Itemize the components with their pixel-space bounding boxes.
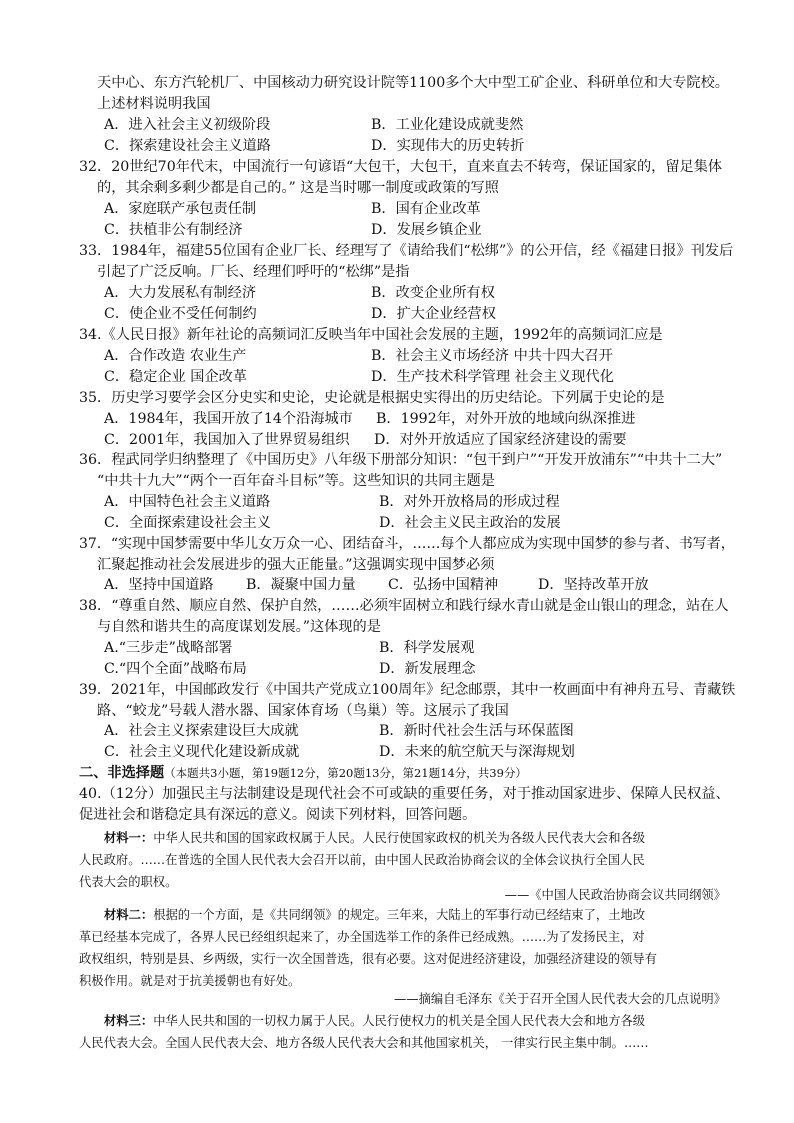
q38-option-b: B．科学发展观	[379, 640, 475, 656]
q38-option-d: D．新发展理念	[379, 661, 476, 677]
q37-stem-line2: 汇聚起推动社会发展进步的强大正能量。”这强调实现中国梦必须	[97, 557, 495, 573]
q37-option-d: D．坚持改革开放	[538, 577, 649, 593]
material3-text: 中华人民共和国的一切权力属于人民。人民行使权力的机关是全国人民代表大会和地方各级	[153, 1014, 646, 1028]
material2-line4: 积极作用。就是对于抗美援朝也有好处。	[79, 974, 301, 988]
q31-option-b: B．工业化建设成就斐然	[371, 117, 524, 133]
material2-line3: 政权组织，特别是县、乡两级，实行一次全国普选，很有必要。这对促进经济建设，加强经济建设的领导有	[79, 952, 657, 966]
q33-option-d: D．扩大企业经营权	[371, 306, 496, 322]
q40-stem-line1: 40.（12分）加强民主与法制建设是现代社会不可或缺的重要任务，对于推动国家进步、保障人民权益、	[79, 786, 730, 802]
q34-option-a: A．合作改造 农业生产	[104, 348, 247, 364]
q33-option-c: C．使企业不受任何制约	[104, 306, 257, 322]
material1-line1	[104, 829, 645, 847]
q35-option-d: D．对外开放适应了国家经济建设的需要	[374, 432, 627, 448]
q36-option-a: A．中国特色社会主义道路	[104, 494, 271, 510]
q32-option-d: D．发展乡镇企业	[371, 222, 482, 238]
q38-option-a: A.“三步走”战略部署	[104, 640, 233, 656]
q36-option-c: C．全面探索建设社会主义	[104, 515, 271, 531]
material2-line2: 革已经基本完成了，各界人民已经组织起来了，办全国选举工作的条件已经成熟。……为了发扬民主，对	[79, 930, 645, 944]
q39-stem-line2: 路、“蛟龙”号载人潜水器、国家体育场（鸟巢）等。这展示了我国	[97, 703, 509, 719]
q39-option-a: A．社会主义探索建设巨大成就	[104, 723, 299, 739]
q35-option-b: B．1992年，对外开放的地域向纵深推进	[376, 411, 636, 427]
q37-option-c: C．弘扬中国精神	[388, 577, 499, 593]
material1-text: 中华人民共和国的国家政权属于人民。人民行使国家政权的机关为各级人民代表大会和各级	[153, 831, 646, 845]
q33-stem-line2: 引起了广泛反响。厂长、经理们呼吁的“松绑”是指	[97, 264, 410, 280]
q37-option-a: A．坚持中国道路	[104, 577, 214, 593]
q31-option-a: A．进入社会主义初级阶段	[104, 117, 271, 133]
q36-stem-line1: 36．程武同学归纳整理了《中国历史》八年级下册部分知识：“包干到户”“开发开放浦东”“中共十二大”	[79, 452, 723, 468]
material2-label: 材料二：	[104, 908, 154, 922]
q39-option-b: B．新时代社会生活与环保蓝图	[379, 723, 574, 739]
material2-line1	[104, 906, 645, 924]
q36-option-b: B．对外开放格局的形成过程	[379, 494, 560, 510]
material1-line2: 人民政府。……在普选的全国人民代表大会召开以前，由中国人民政治协商会议的全体会议执行全国人民	[79, 853, 645, 867]
q31-stem: 上述材料说明我国	[97, 96, 211, 112]
q37-option-b: B．凝聚中国力量	[246, 577, 356, 593]
material2-source: ——摘编自毛泽东《关于召开全国人民代表大会的几点说明》	[393, 992, 726, 1006]
material1-line3: 代表大会的职权。	[79, 875, 178, 889]
q39-stem-line1: 39．2021年，中国邮政发行《中国共产党成立100周年》纪念邮票，其中一枚画面中有神舟五号、青藏铁	[79, 682, 736, 698]
q32-option-a: A．家庭联产承包责任制	[104, 201, 257, 217]
q32-stem-line2: 的，其余剩多剩少都是自己的。” 这是当时哪一制度或政策的写照	[97, 180, 499, 196]
section-heading	[79, 763, 527, 783]
q38-stem-line1: 38．“尊重自然、顺应自然、保护自然，……必须牢固树立和践行绿水青山就是金山银山的理念，站在人	[79, 598, 729, 614]
q35-stem: 35．历史学习要学会区分史实和史论，史论就是根据史实得出的历史结论。下列属于史论的是	[79, 390, 665, 406]
q34-option-d: D．生产技术科学管理 社会主义现代化	[371, 369, 614, 385]
q32-option-c: C．扶植非公有制经济	[104, 222, 243, 238]
q39-option-d: D．未来的航空航天与深海规划	[379, 744, 575, 760]
q31-option-c: C．探索建设社会主义道路	[104, 138, 271, 154]
q38-option-c: C.“四个全面”战略布局	[104, 661, 247, 677]
material3-line1	[104, 1012, 645, 1030]
q32-option-b: B．国有企业改革	[371, 201, 481, 217]
q34-option-c: C．稳定企业 国企改革	[104, 369, 248, 385]
material1-label: 材料一：	[104, 831, 154, 845]
q32-stem-line1: 32．20世纪70年代末，中国流行一句谚语“大包干，大包干，直来直去不转弯，保证国家的，留足集体	[79, 159, 723, 175]
q33-option-b: B．改变企业所有权	[371, 285, 495, 301]
q34-stem: 34.《人民日报》新年社论的高频词汇反映当年中国社会发展的主题，1992年的高频词汇应是	[79, 327, 663, 343]
q36-stem-line2: “中共十九大”“两个一百年奋斗目标”等。这些知识的共同主题是	[97, 473, 495, 489]
q34-option-b: B．社会主义市场经济 中共十四大召开	[371, 348, 613, 364]
material3-label: 材料三：	[104, 1014, 154, 1028]
q35-option-c: C．2001年，我国加入了世界贸易组织	[104, 432, 350, 448]
q38-stem-line2: 与自然和谐共生的高度谋划发展。”这体现的是	[97, 619, 381, 635]
q33-option-a: A．大力发展私有制经济	[104, 285, 257, 301]
q39-option-c: C．社会主义现代化建设新成就	[104, 744, 300, 760]
q35-option-a: A．1984年，我国开放了14个沿海城市	[104, 411, 353, 427]
q31-option-d: D．实现伟大的历史转折	[371, 138, 525, 154]
material1-source: ——《中国人民政治协商会议共同纲领》	[504, 888, 726, 902]
q33-stem-line1: 33．1984年，福建55位国有企业厂长、经理写了《请给我们“松绑”》的公开信，经《福建日报》刊发后	[79, 243, 734, 259]
material3-line2: 人民代表大会。全国人民代表大会、地方各级人民代表大会和其他国家机关， 一律实行民主集中制。……	[79, 1036, 649, 1050]
q40-stem-line2: 促进社会和谐稳定具有深远的意义。阅读下列材料，回答问题。	[79, 807, 477, 823]
q36-option-d: D．社会主义民主政治的发展	[379, 515, 561, 531]
material2-text: 根据的一个方面，是《共同纲领》的规定。三年来，大陆上的军事行动已经结束了，土地改	[153, 908, 646, 922]
q37-stem-line1: 37．“实现中国梦需要中华儿女万众一心、团结奋斗，……每个人都应成为实现中国梦的参与者、书写者，	[79, 536, 735, 552]
section-title: 二、非选择题	[79, 765, 165, 781]
section-scoring-note: （本题共3小题，第19题12分，第20题13分，第21题14分，共39分）	[164, 766, 527, 780]
q31-stem-continuation: 天中心、东方汽轮机厂、中国核动力研究设计院等1100多个大中型工矿企业、科研单位和大专院校。	[97, 75, 729, 91]
